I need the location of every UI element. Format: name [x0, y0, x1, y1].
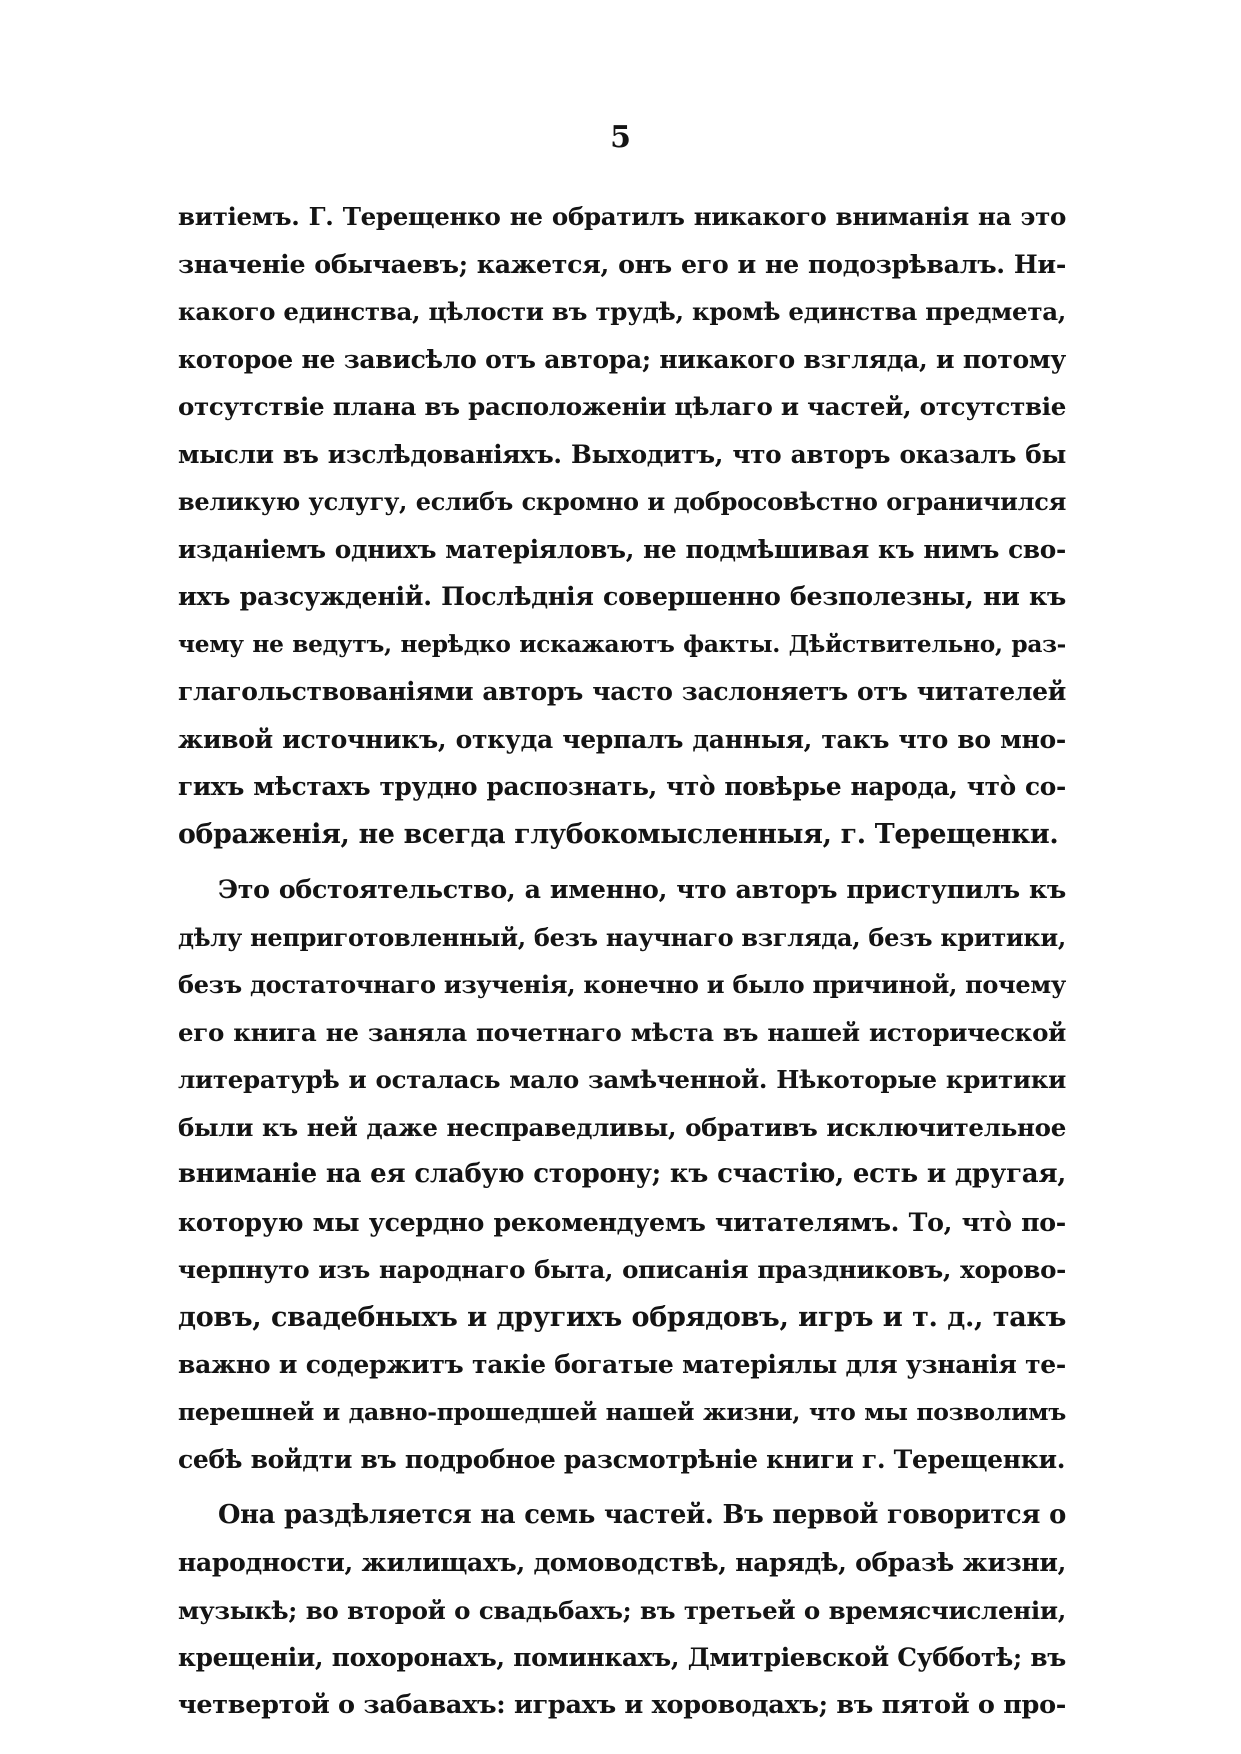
paragraph-2	[178, 866, 1066, 1484]
text-line: ображенія, не всегда глубокомысленныя, г. Терещенки.	[178, 818, 1059, 850]
text-line: довъ, свадебныхъ и другихъ обрядовъ, игръ и т. д., такъ	[178, 1301, 1066, 1333]
text-line: витіемъ. Г. Терещенко не обратилъ никакого вниманія на это	[178, 202, 1066, 231]
text-line: глагольствованіями авторъ часто заслоняетъ отъ читателей	[178, 677, 1066, 706]
text-line: дѣлу неприготовленный, безъ научнаго взгляда, безъ критики,	[178, 922, 1066, 952]
body-text	[178, 193, 1066, 1729]
text-line: литературѣ и осталась мало замѣченной. Нѣкоторые критики	[178, 1065, 1066, 1094]
text-line: отсутствіе плана въ расположеніи цѣлаго и частей, отсутствіе	[178, 392, 1066, 421]
text-line: великую услугу, еслибъ скромно и добросовѣстно ограничился	[178, 487, 1066, 516]
text-line: гихъ мѣстахъ трудно распознать, что̀ повѣрье народа, что̀ со-	[178, 772, 1066, 801]
text-line: четвертой о забавахъ: играхъ и хороводахъ; въ пятой о про-	[178, 1689, 1067, 1720]
text-line: перешней и давно-прошедшей нашей жизни, что мы позволимъ	[178, 1397, 1066, 1426]
paragraph-3	[178, 1492, 1066, 1730]
text-line: которую мы усердно рекомендуемъ читателямъ. То, что̀ по-	[178, 1206, 1066, 1237]
text-line: были къ ней даже несправедливы, обративъ исключительное	[178, 1112, 1066, 1142]
text-line: безъ достаточнаго изученія, конечно и было причиной, почему	[178, 970, 1066, 999]
text-line: крещеніи, похоронахъ, поминкахъ, Дмитріевской Субботѣ; въ	[178, 1643, 1066, 1672]
text-line: живой источникъ, откуда черпалъ данныя, такъ что во мно-	[178, 724, 1066, 754]
text-line: народности, жилищахъ, домоводствѣ, нарядѣ, образѣ жизни,	[178, 1548, 1066, 1577]
text-line: Это обстоятельство, а именно, что авторъ приступилъ къ	[218, 874, 1066, 904]
page-number: 5	[610, 120, 631, 155]
text-line: себѣ войдти въ подробное разсмотрѣніе книги г. Терещенки.	[178, 1445, 1066, 1474]
paragraph-gap	[178, 1484, 1066, 1492]
text-line: мысли въ изслѣдованіяхъ. Выходитъ, что авторъ оказалъ бы	[178, 439, 1066, 469]
text-line: важно и содержитъ такіе богатые матеріялы для узнанія те-	[178, 1350, 1066, 1379]
paragraph-1	[178, 193, 1066, 858]
text-line: чему не ведутъ, нерѣдко искажаютъ факты. Дѣйствительно, раз-	[178, 630, 1066, 658]
text-line: какого единства, цѣлости въ трудѣ, кромѣ единства предмета,	[178, 297, 1066, 326]
text-line: музыкѣ; во второй о свадьбахъ; въ третьей о времясчисленіи,	[178, 1595, 1066, 1625]
text-line: ихъ разсужденій. Послѣднія совершенно безполезны, ни къ	[178, 581, 1066, 611]
text-line: изданіемъ однихъ матеріяловъ, не подмѣшивая къ нимъ сво-	[178, 534, 1066, 564]
text-line: которое не зависѣло отъ автора; никакого взгляда, и потому	[178, 344, 1066, 374]
paragraph-gap	[178, 858, 1066, 866]
text-line: его книга не заняла почетнаго мѣста въ нашей исторической	[178, 1017, 1066, 1047]
text-line: вниманіе на ея слабую сторону; къ счастію, есть и другая,	[178, 1159, 1066, 1189]
text-line: значеніе обычаевъ; кажется, онъ его и не подозрѣвалъ. Ни-	[178, 248, 1066, 279]
text-line: Она раздѣляется на семь частей. Въ первой говорится о	[218, 1499, 1066, 1530]
text-line: черпнуто изъ народнаго быта, описанія праздниковъ, хорово-	[178, 1255, 1066, 1284]
